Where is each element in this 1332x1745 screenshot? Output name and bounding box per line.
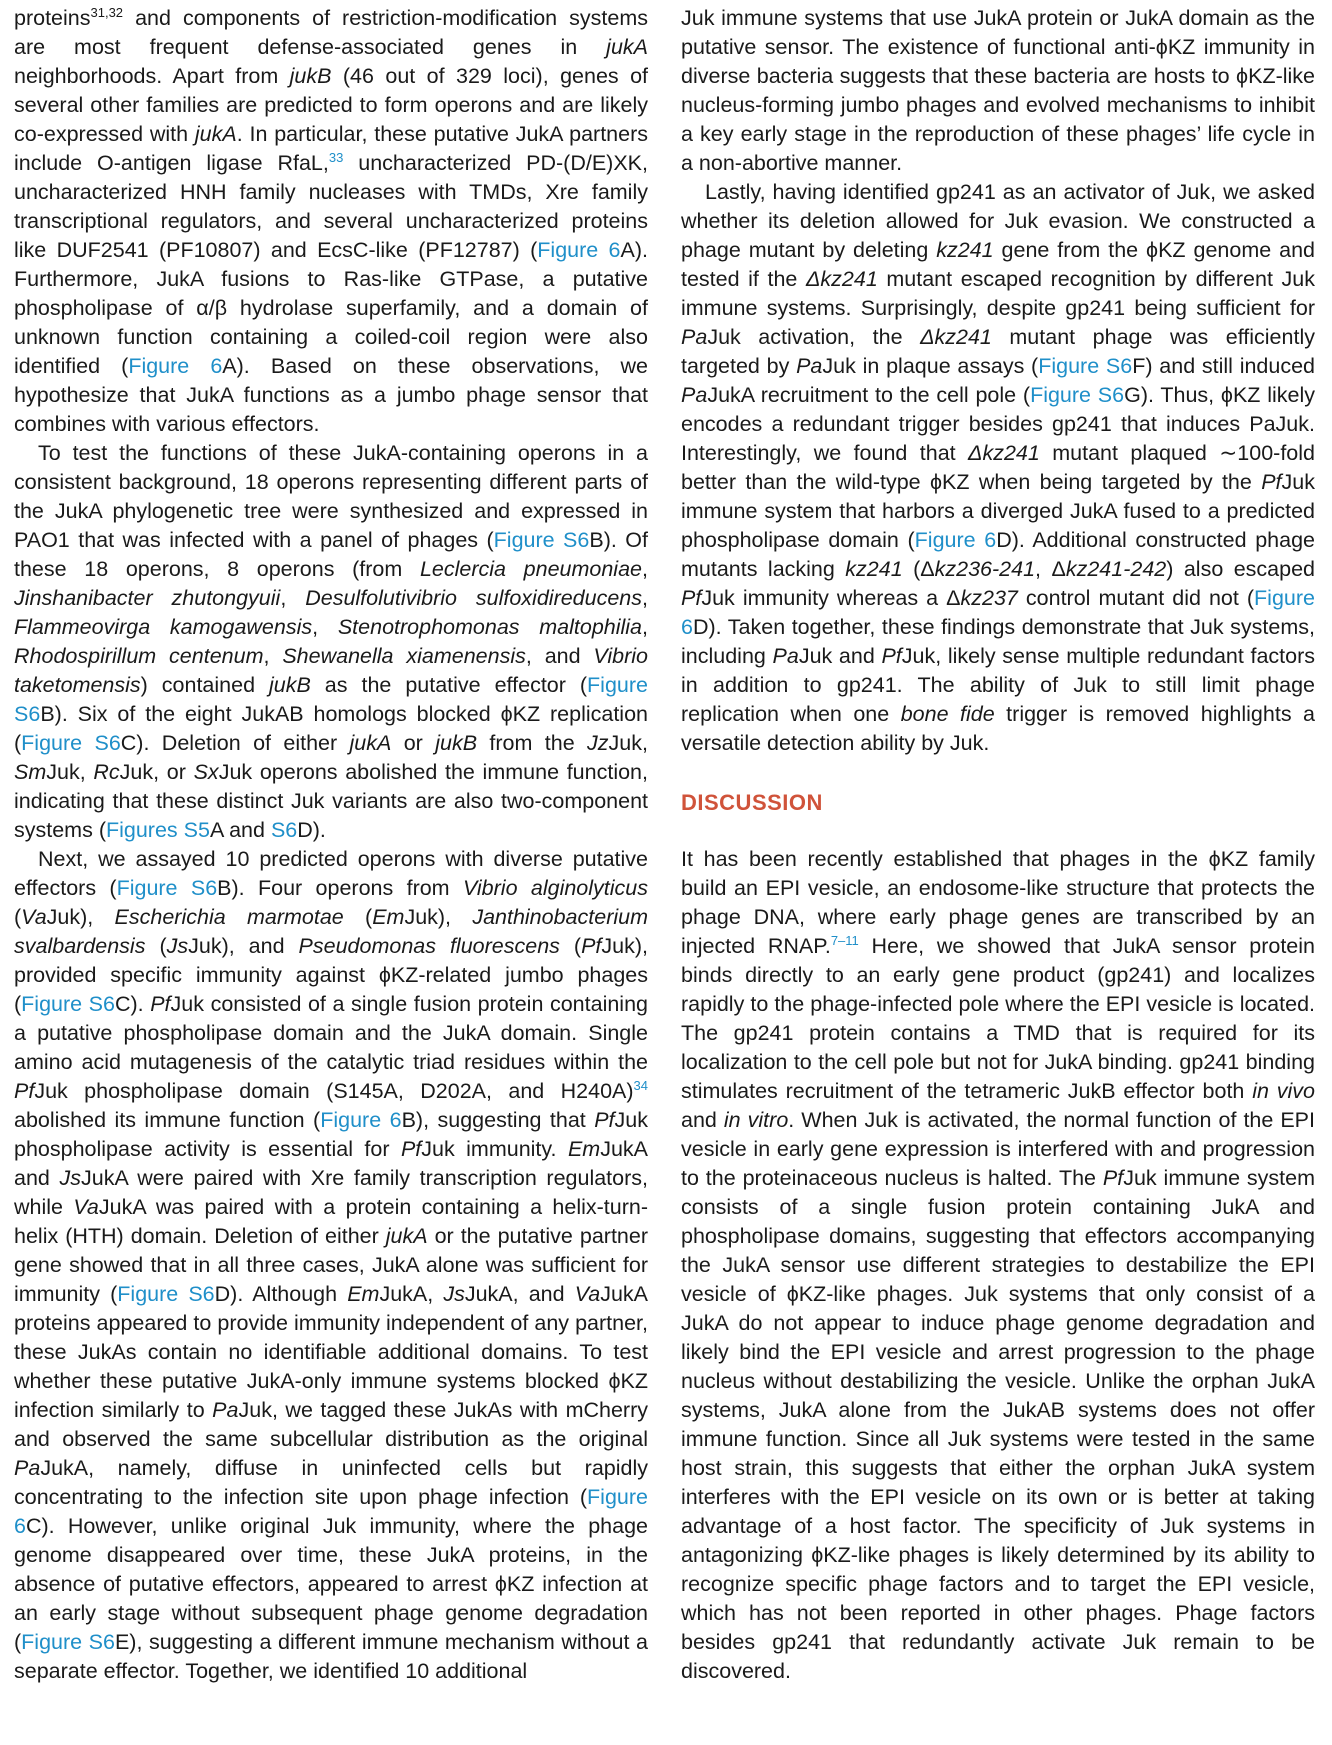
right-column <box>681 4 1315 1686</box>
paragraph: Juk immune systems that use JukA protein or JukA domain as the putative sensor. The existence of functional anti-ϕKZ immunity in diverse bacteria suggests that these bacteria are hosts to ϕKZ-like nucleus-forming jumbo phages and evolved mechanisms to inhibit a key early stage in the reproduction of these phages’ life cycle in a non-abortive manner. <box>681 6 1315 175</box>
paragraph: proteins$^{31,32}$ and components of restriction-modification systems are most frequent defense-associated genes in jukA neighborhoods. Apart from jukB (46 out of 329 loci), genes of several other families are predicted to form operons and are likely co-expressed with jukA. In particular, these putative JukA partners include O-antigen ligase RfaL,$^{33}$ uncharacterized PD-(D/E)XK, uncharacterized HNH family nucleases with TMDs, Xre family transcriptional regulators, and several uncharacterized proteins like DUF2541 (PF10807) and EcsC-like (PF12787) (Figure 6A). Furthermore, JukA fusions to Ras-like GTPase, a putative phospholipase of α/β hydrolase superfamily, and a domain of unknown function containing a coiled-coil region were also identified (Figure 6A). Based on these observations, we hypothesize that JukA functions as a jumbo phage sensor that combines with various effectors. <box>14 4 649 436</box>
paragraph: Next, we assayed 10 predicted operons with diverse putative effectors (Figure S6B). Four operons from Vibrio alginolyticus (VaJuk), Escherichia marmotae (EmJuk), Janthinobacterium svalbardensis (JsJuk), and Pseudomonas fluorescens (PfJuk), provided specific immunity against ϕKZ-related jumbo phages (Figure S6C). PfJuk consisted of a single fusion protein containing a putative phospholipase domain and the JukA domain. Single amino acid mutagenesis of the catalytic triad residues within the PfJuk phospholipase domain (S145A, D202A, and H240A)$^{34}$ abolished its immune function (Figure 6B), suggesting that PfJuk phospholipase activity is essential for PfJuk immunity. EmJukA and JsJukA were paired with Xre family transcription regulators, while VaJukA was paired with a protein containing a helix-turn-helix (HTH) domain. Deletion of either jukA or the putative partner gene showed that in all three cases, JukA alone was sufficient for immunity (Figure S6D). Although EmJukA, JsJukA, and VaJukA proteins appeared to provide immunity independent of any partner, these JukAs contain no identifiable additional domains. To test whether these putative JukA-only immune systems blocked ϕKZ infection similarly to PaJuk, we tagged these JukAs with mCherry and observed the same subcellular distribution as the original PaJukA, namely, diffuse in uninfected cells but rapidly concentrating to the infection site upon phage infection (Figure 6C). However, unlike original Juk immunity, where the phage genome disappeared over time, these JukA proteins, in the absence of putative effectors, appeared to arrest ϕKZ infection at an early stage without subsequent phage genome degradation (Figure S6E), suggesting a different immune mechanism without a separate effector. Together, we identified 10 additional <box>14 847 649 1683</box>
paragraph: Lastly, having identified gp241 as an activator of Juk, we asked whether its deletion allowed for Juk evasion. We constructed a phage mutant by deleting kz241 gene from the ϕKZ genome and tested if the Δkz241 mutant escaped recognition by different Juk immune systems. Surprisingly, despite gp241 being sufficient for PaJuk activation, the Δkz241 mutant phage was efficiently targeted by PaJuk in plaque assays (Figure S6F) and still induced PaJukA recruitment to the cell pole (Figure S6G). Thus, ϕKZ likely encodes a redundant trigger besides gp241 that induces PaJuk. Interestingly, we found that Δkz241 mutant plaqued ∼100-fold better than the wild-type ϕKZ when being targeted by the PfJuk immune system that harbors a diverged JukA fused to a predicted phospholipase domain (Figure 6D). Additional constructed phage mutants lacking kz241 (Δkz236-241, Δkz241-242) also escaped PfJuk immunity whereas a Δkz237 control mutant did not (Figure 6D). Taken together, these findings demonstrate that Juk systems, including PaJuk and PfJuk, likely sense multiple redundant factors in addition to gp241. The ability of Juk to still limit phage replication when one bone fide trigger is removed highlights a versatile detection ability by Juk. <box>681 180 1316 755</box>
paragraph: To test the functions of these JukA-containing operons in a consistent background, 18 operons representing different parts of the JukA phylogenetic tree were synthesized and expressed in PAO1 that was infected with a panel of phages (Figure S6B). Of these 18 operons, 8 operons (from Leclercia pneumoniae, Jinshanibacter zhutongyuii, Desulfolutivibrio sulfoxidireducens, Flammeovirga kamogawensis, Stenotrophomonas maltophilia, Rhodospirillum centenum, Shewanella xiamenensis, and Vibrio taketomensis) contained jukB as the putative effector (Figure S6B). Six of the eight JukAB homologs blocked ϕKZ replication (Figure S6C). Deletion of either jukA or jukB from the JzJuk, SmJuk, RcJuk, or SxJuk operons abolished the immune function, indicating that these distinct Juk variants are also two-component systems (Figures S5A and S6D). <box>14 441 649 842</box>
paragraph: It has been recently established that phages in the ϕKZ family build an EPI vesicle, an endosome-like structure that protects the phage DNA, where early phage genes are transcribed by an injected RNAP.$^{7-11}$ Here, we showed that JukA sensor protein binds directly to an early gene product (gp241) and localizes rapidly to the phage-infected pole where the EPI vesicle is located. The gp241 protein contains a TMD that is required for its localization to the cell pole but not for JukA binding. gp241 binding stimulates recruitment of the tetrameric JukB effector both in vivo and in vitro. When Juk is activated, the normal function of the EPI vesicle in early gene expression is interfered with and progression to the proteinaceous nucleus is halted. The PfJuk immune system consists of a single fusion protein containing JukA and phospholipase domains, suggesting that effectors accompanying the JukA sensor use different strategies to destabilize the EPI vesicle of ϕKZ-like phages. Juk systems that only consist of a JukA do not appear to induce phage genome degradation and likely bind the EPI vesicle and arrest progression to the phage nucleus without destabilizing the vesicle. Unlike the orphan JukA systems, JukA alone from the JukAB systems does not offer immune function. Since all Juk systems were tested in the same host strain, this suggests that either the orphan JukA system interferes with the EPI vesicle on its own or is better at taking advantage of a host factor. The specificity of Juk systems in antagonizing ϕKZ-like phages is likely determined by its ability to recognize specific phage factors and to target the EPI vesicle, which has not been reported in other phages. Phage factors besides gp241 that redundantly activate Juk remain to be discovered. <box>681 847 1315 1683</box>
section-heading: DISCUSSION <box>681 790 823 815</box>
left-column <box>14 4 648 1686</box>
